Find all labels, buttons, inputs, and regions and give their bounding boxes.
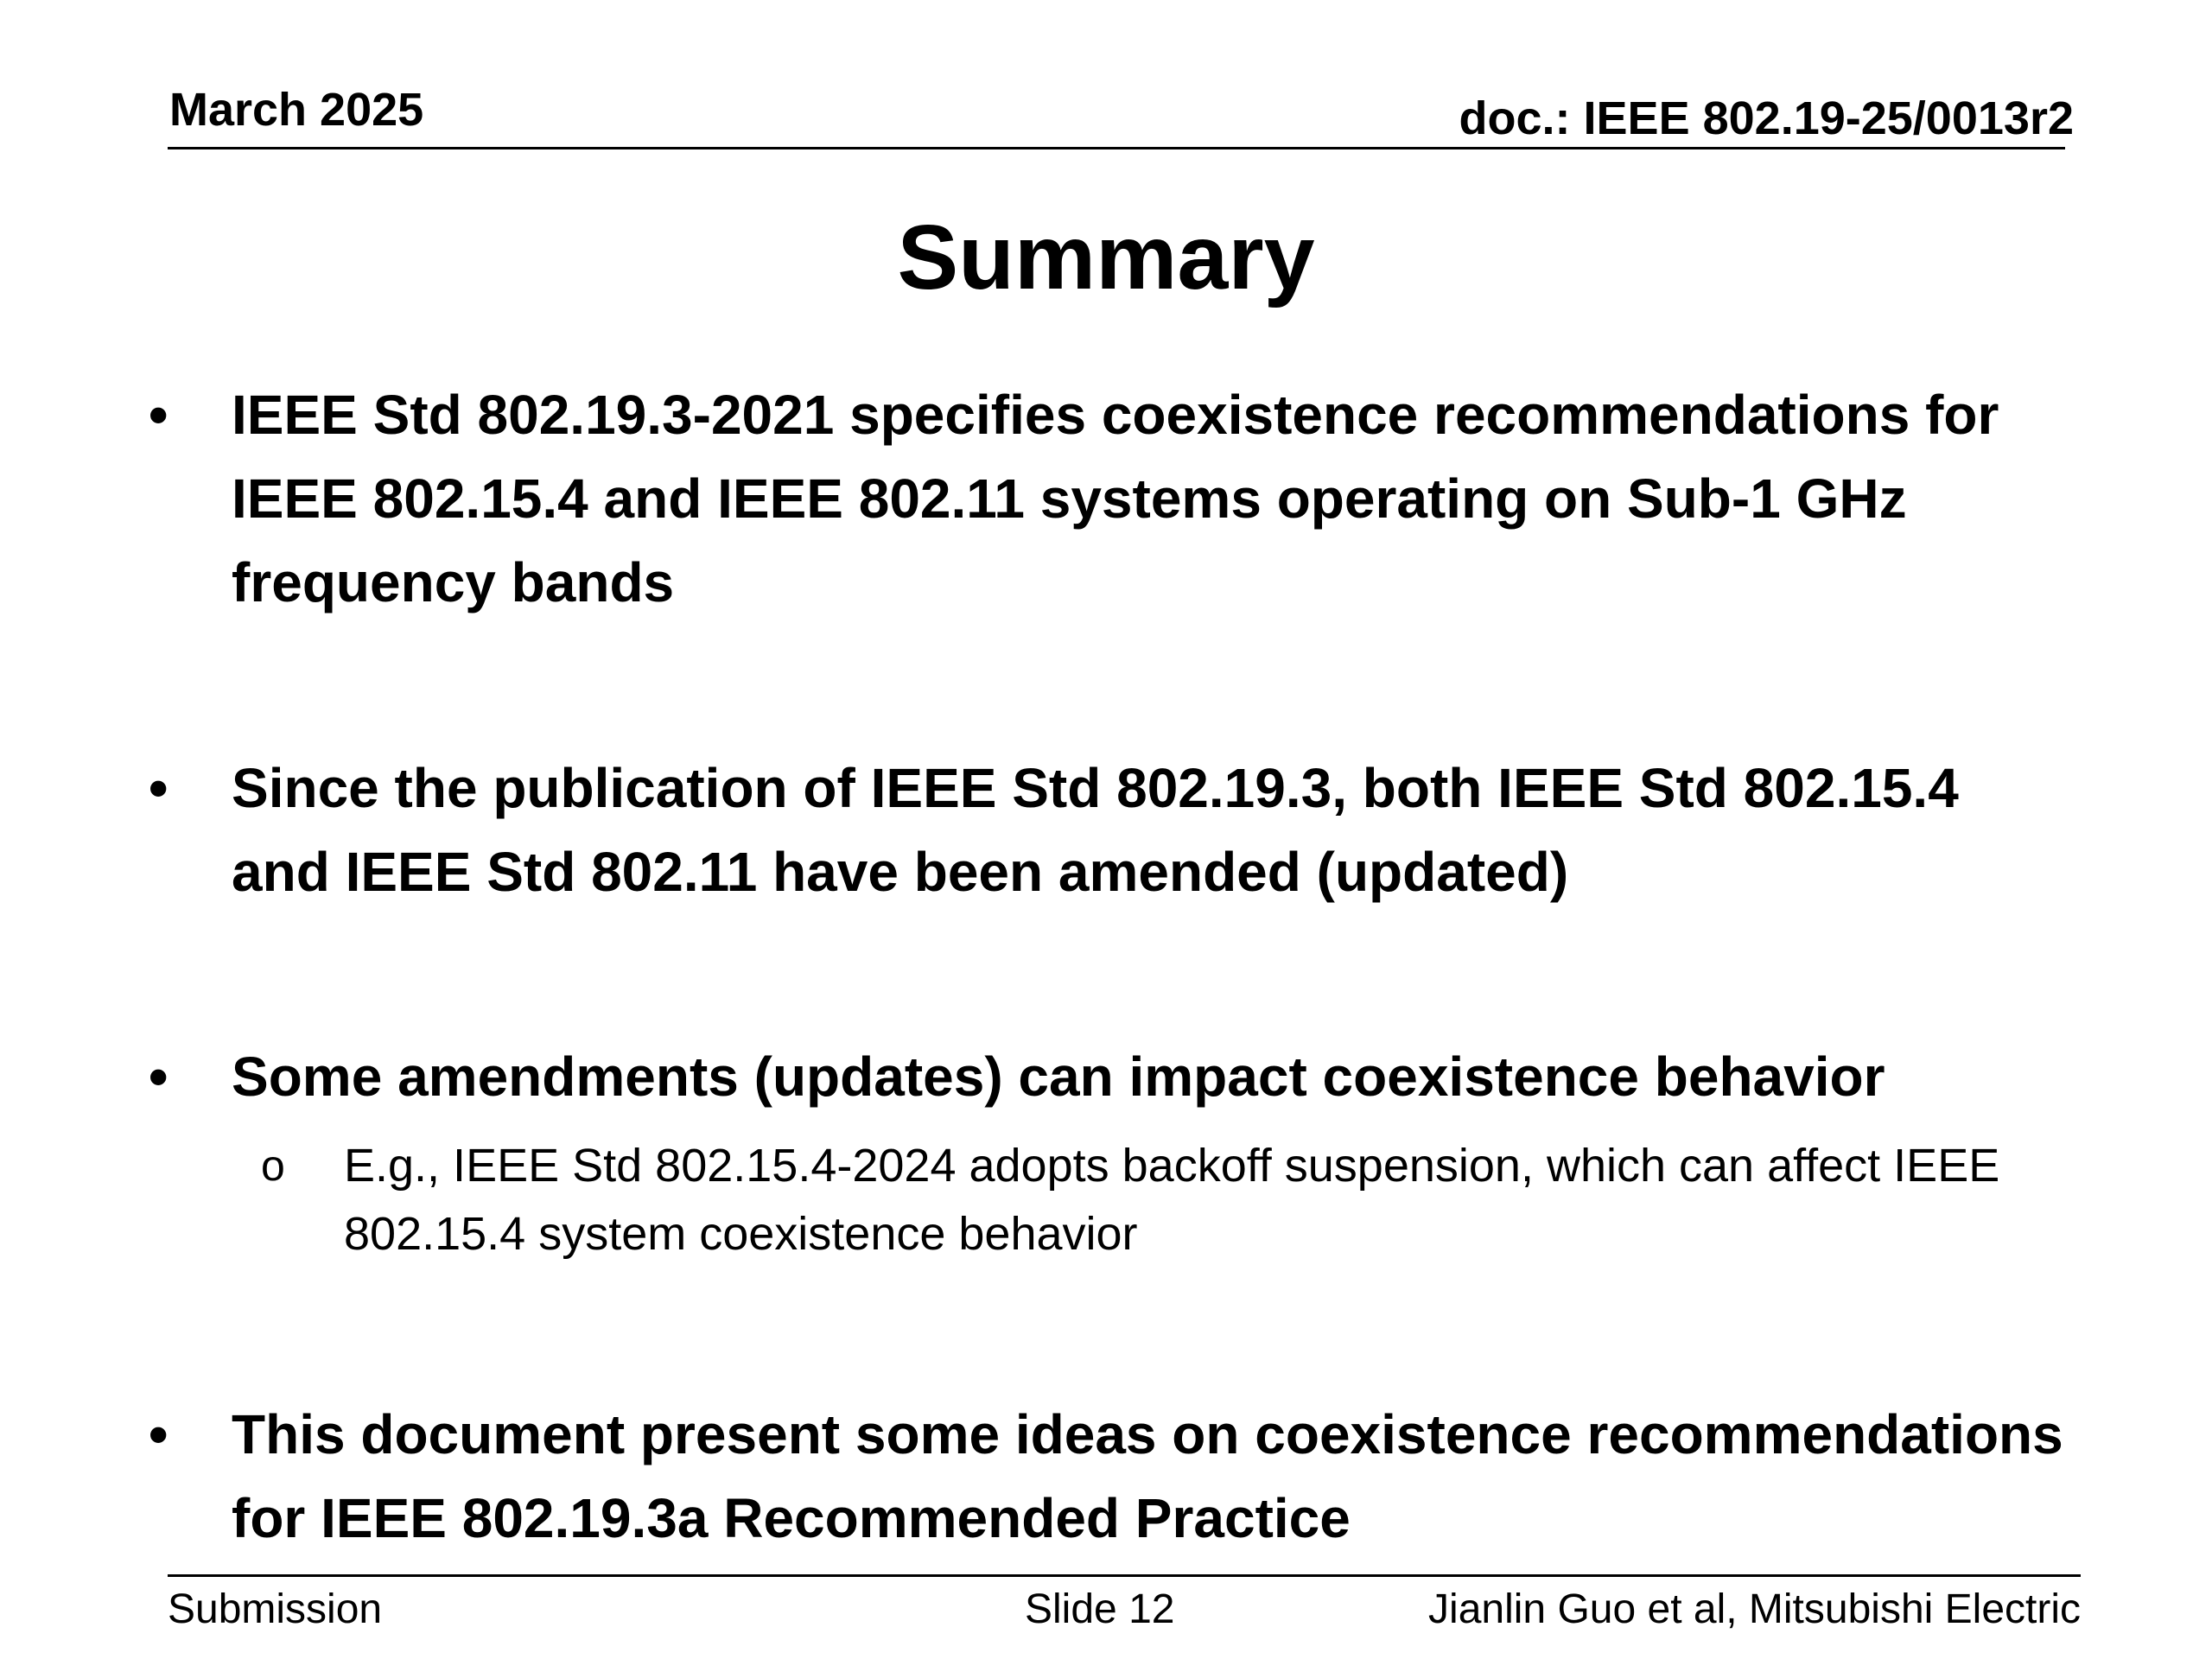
footer-slide-number: Slide 12	[1025, 1586, 1175, 1632]
header-rule	[168, 147, 2065, 149]
bullet-3	[149, 1035, 2072, 1119]
bullet-marker: •	[149, 1403, 168, 1465]
footer-rule	[168, 1574, 2081, 1577]
bullet-text: This document present some ideas on coexistence recommendations for IEEE 802.19.3a Recommended Practice	[232, 1403, 2063, 1549]
bullet-marker: •	[149, 384, 168, 446]
bullet-marker: •	[149, 1046, 168, 1108]
header-date: March 2025	[169, 84, 424, 136]
bullet-text: Since the publication of IEEE Std 802.19.3, both IEEE Std 802.15.4 and IEEE Std 802.11 have been amended (updated)	[232, 757, 1959, 903]
bullet-2	[149, 747, 2072, 914]
bullet-1	[149, 373, 2072, 625]
bullet-text: Some amendments (updates) can impact coexistence behavior	[232, 1046, 1885, 1108]
sub-bullet-1	[261, 1132, 2081, 1268]
sub-bullet-marker: o	[261, 1141, 285, 1190]
header-doc-id: doc.: IEEE 802.19-25/0013r2	[1459, 92, 2074, 144]
bullet-marker: •	[149, 757, 168, 819]
footer-submission: Submission	[168, 1586, 383, 1632]
bullet-4	[149, 1393, 2072, 1560]
sub-bullet-text: E.g., IEEE Std 802.15.4-2024 adopts backoff suspension, which can affect IEEE 802.15.4 system coexistence behavior	[344, 1140, 2000, 1260]
bullet-text: IEEE Std 802.19.3-2021 specifies coexistence recommendations for IEEE 802.15.4 and IEEE 802.11 systems operating on Sub-1 GHz frequency bands	[232, 384, 1999, 613]
footer-author: Jianlin Guo et al, Mitsubishi Electric	[1428, 1586, 2081, 1632]
slide-title: Summary	[897, 207, 1315, 308]
